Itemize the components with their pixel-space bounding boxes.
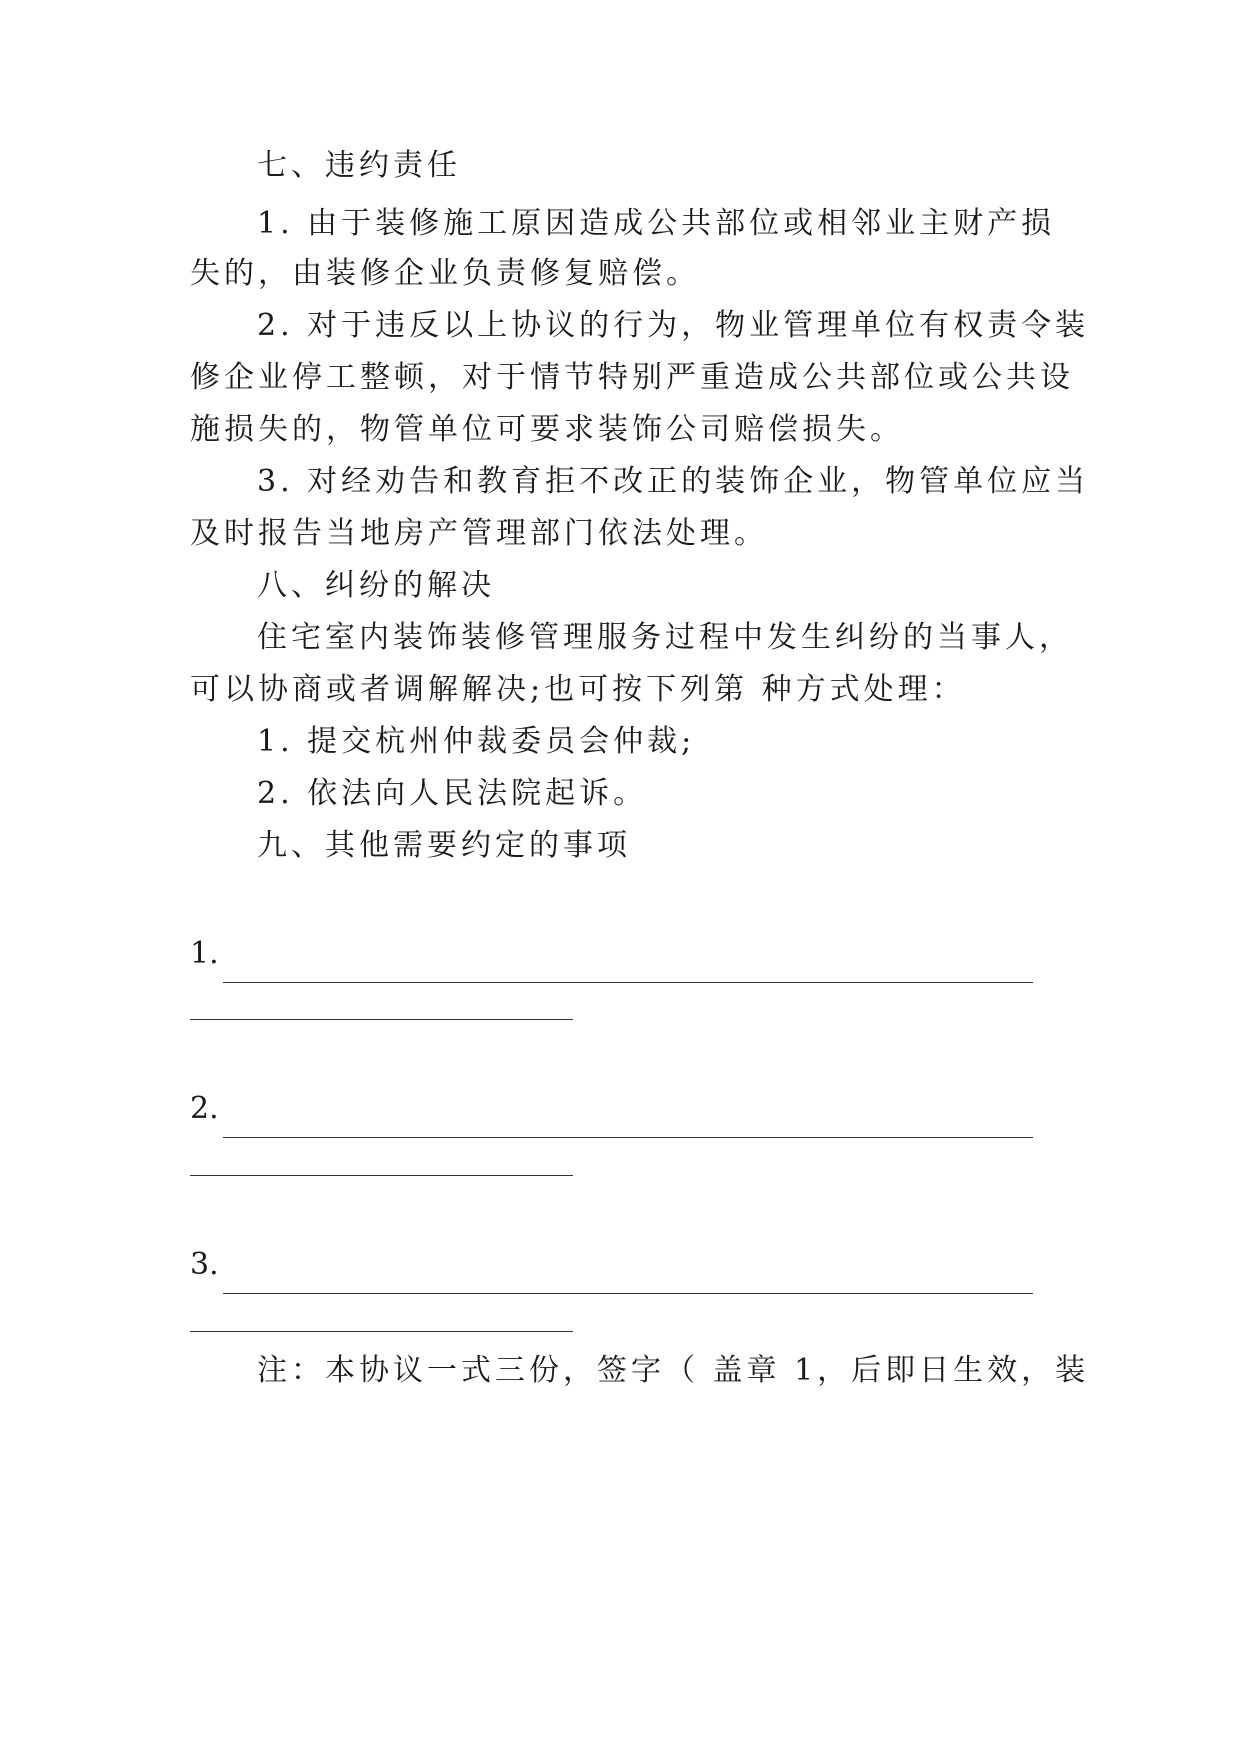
section8-option2: 2. 依法向人民法院起诉。	[257, 776, 648, 811]
section7-item2-line2: 修企业停工整顿，对于情节特别严重造成公共部位或公共设	[190, 360, 1074, 395]
section7-title: 七、违约责任	[257, 148, 461, 183]
blank-number-2: 2.	[190, 1091, 219, 1126]
section7-item3-line1: 3. 对经劝告和教育拒不改正的装饰企业，物管单位应当	[257, 464, 1090, 499]
section9-title: 九、其他需要约定的事项	[257, 828, 631, 863]
fill-in-line[interactable]	[223, 942, 1033, 983]
fill-in-line[interactable]	[190, 1019, 573, 1020]
note-text: 注：本协议一式三份，签字（ 盖章 1，后即日生效，装	[257, 1353, 1090, 1388]
blank-row-3	[190, 1236, 1033, 1294]
blank-number-3: 3.	[190, 1247, 219, 1282]
blank-row-2	[190, 1080, 1033, 1138]
section7-item2-line3: 施损失的，物管单位可要求装饰公司赔偿损失。	[190, 412, 904, 447]
blank-number-1: 1.	[190, 936, 219, 971]
blank-row-1	[190, 925, 1033, 983]
section7-item2-line1: 2. 对于违反以上协议的行为，物业管理单位有权责令装	[257, 308, 1090, 343]
fill-in-line[interactable]	[223, 1253, 1033, 1294]
section8-para-line2: 可以协商或者调解解决;也可按下列第 种方式处理：	[190, 672, 966, 707]
fill-in-line[interactable]	[190, 1331, 573, 1332]
section7-item1-line1: 1. 由于装修施工原因造成公共部位或相邻业主财产损	[257, 206, 1056, 241]
fill-in-line[interactable]	[190, 1175, 573, 1176]
section8-option1: 1. 提交杭州仲裁委员会仲裁;	[257, 724, 696, 759]
fill-in-line[interactable]	[223, 1097, 1033, 1138]
section8-title: 八、纠纷的解决	[257, 568, 495, 603]
section7-item3-line2: 及时报告当地房产管理部门依法处理。	[190, 516, 768, 551]
section7-item1-line2: 失的，由装修企业负责修复赔偿。	[190, 256, 700, 291]
section8-para-line1: 住宅室内装饰装修管理服务过程中发生纠纷的当事人，	[257, 620, 1073, 655]
